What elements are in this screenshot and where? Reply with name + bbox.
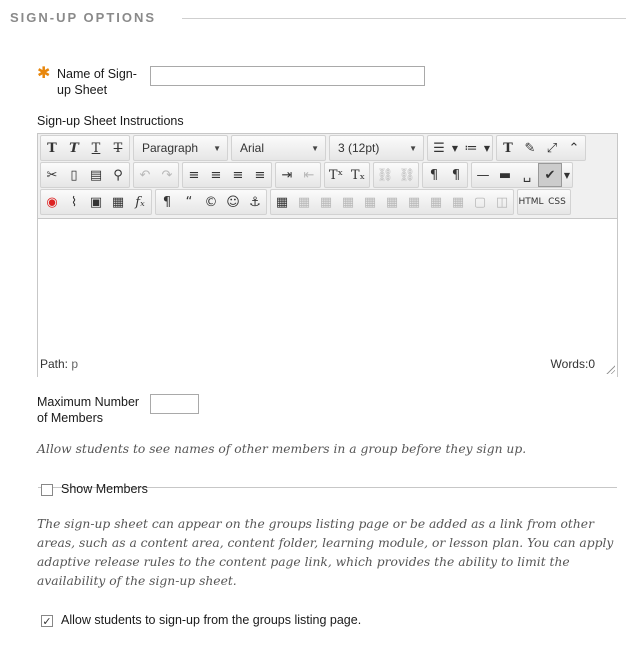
table-row-props-icon[interactable]: ▦: [297, 194, 311, 210]
chevron-down-icon[interactable]: ▼: [451, 143, 459, 153]
chevron-down-icon: ▼: [311, 143, 319, 153]
clipboard-group: [40, 162, 130, 188]
size-select-value: 3 (12pt): [338, 141, 380, 155]
rtl-icon[interactable]: ¶: [451, 167, 461, 183]
strikethrough-button[interactable]: T: [113, 140, 123, 156]
css-icon[interactable]: CSS: [548, 197, 566, 207]
checkmark-icon: ✓: [42, 615, 52, 628]
bold-button[interactable]: T: [47, 140, 57, 156]
horizontal-rule-icon[interactable]: —: [476, 167, 490, 183]
rule-group: [471, 162, 573, 188]
toolbar-row-3: [40, 189, 574, 215]
table-delete-col-icon[interactable]: ▦: [451, 194, 465, 210]
insert-group: [40, 189, 152, 215]
required-icon: ✱: [37, 65, 51, 82]
editor-status-bar: [38, 352, 617, 376]
rich-text-editor: [37, 133, 618, 377]
max-members-label: [37, 394, 139, 426]
table-cell-props-icon[interactable]: ▦: [319, 194, 333, 210]
path-label: Path:: [40, 357, 69, 371]
cut-icon[interactable]: ✂: [46, 167, 58, 183]
chevron-down-icon[interactable]: ▼: [483, 143, 491, 153]
format-select-value: Paragraph: [142, 141, 199, 155]
allow-signup-help: [37, 515, 613, 591]
allow-signup-help-line4: availability of the sign-up sheet.: [37, 574, 237, 588]
align-justify-icon[interactable]: ≡: [254, 167, 266, 183]
section-title: SIGN-UP OPTIONS: [10, 10, 157, 25]
instructions-label: Sign-up Sheet Instructions: [37, 114, 184, 128]
table-split-cells-icon[interactable]: ▢: [473, 194, 487, 210]
unlink-icon[interactable]: ⛓: [398, 167, 416, 183]
toolbar-row-1: [40, 135, 589, 161]
table-insert-col-after-icon[interactable]: ▦: [429, 194, 443, 210]
link-icon[interactable]: ⛓: [376, 167, 394, 183]
table-icon[interactable]: ▦: [275, 194, 289, 210]
image-icon[interactable]: ▣: [89, 194, 103, 210]
allow-signup-checkbox[interactable]: [41, 615, 53, 627]
bullet-list-button[interactable]: ☰: [433, 140, 445, 156]
anchor-icon[interactable]: ⚓: [249, 194, 261, 210]
chevron-down-icon: ▼: [409, 143, 417, 153]
html-icon[interactable]: HTML: [518, 197, 544, 207]
mashup-icon[interactable]: ◉: [46, 194, 58, 210]
indent-icon[interactable]: ⇥: [281, 167, 293, 183]
allow-signup-help-line2: areas, such as a content area, content folder, learning module, or lesson plan. You can apply: [37, 536, 614, 550]
superscript-icon[interactable]: Tˣ: [328, 167, 344, 183]
path-value: p: [71, 357, 79, 371]
size-select[interactable]: [329, 135, 424, 161]
redo-icon[interactable]: ↷: [161, 167, 173, 183]
ltr-icon[interactable]: ¶: [429, 167, 439, 183]
path-indicator: [40, 357, 78, 371]
chevron-down-icon[interactable]: ▼: [563, 170, 571, 180]
subscript-icon[interactable]: Tₓ: [350, 167, 366, 183]
allow-signup-help-line1: The sign-up sheet can appear on the groups listing page or be added as a link from other: [37, 517, 594, 531]
align-center-icon[interactable]: ≡: [210, 167, 222, 183]
nonbreaking-space-icon[interactable]: ␣: [522, 167, 532, 183]
section-divider: [182, 18, 626, 19]
underline-button[interactable]: T: [91, 140, 101, 156]
table-merge-cells-icon[interactable]: ◫: [495, 194, 509, 210]
formula-icon[interactable]: fₓ: [135, 194, 145, 210]
numbered-list-button[interactable]: ≔: [464, 140, 478, 156]
show-members-checkbox[interactable]: [41, 484, 53, 496]
undo-group: [133, 162, 179, 188]
quote-icon[interactable]: “: [185, 194, 193, 210]
media-icon[interactable]: ▦: [111, 194, 125, 210]
allow-signup-label: Allow students to sign-up from the groups listing page.: [61, 613, 362, 627]
max-members-label-line1: Maximum Number: [37, 395, 140, 409]
allow-signup-help-line3: adaptive release rules to the content page link, which provides the ability to limit the: [37, 555, 570, 569]
chevron-down-icon: ▼: [213, 143, 221, 153]
table-insert-col-before-icon[interactable]: ▦: [407, 194, 421, 210]
undo-icon[interactable]: ↶: [139, 167, 151, 183]
code-group: [517, 189, 571, 215]
name-label-line2: up Sheet: [57, 83, 108, 97]
outdent-icon[interactable]: ⇤: [303, 167, 315, 183]
max-members-label-line2: of Members: [37, 411, 103, 425]
paste-icon[interactable]: ▤: [89, 167, 103, 183]
spellcheck-toggle-icon[interactable]: ✔: [538, 163, 562, 187]
align-group: [182, 162, 272, 188]
word-count: Words:0: [550, 357, 595, 371]
font-select-value: Arial: [240, 141, 265, 155]
section-header: [10, 10, 626, 28]
misc-group-1: [496, 135, 586, 161]
copy-icon[interactable]: ▯: [70, 167, 78, 183]
special-group: [155, 189, 267, 215]
text-size-icon[interactable]: T: [503, 140, 513, 156]
attachment-icon[interactable]: ⌇: [70, 194, 78, 210]
list-group: [427, 135, 493, 161]
max-members-field[interactable]: [150, 394, 199, 414]
resize-handle-icon[interactable]: [605, 364, 615, 374]
fullscreen-icon[interactable]: ⤢: [546, 140, 558, 156]
emoticon-icon[interactable]: ☺: [226, 194, 240, 210]
indent-group: [275, 162, 321, 188]
table-insert-row-before-icon[interactable]: ▦: [341, 194, 355, 210]
show-members-help: Allow students to see names of other members in a group before they sign up.: [37, 442, 527, 456]
table-group: [270, 189, 514, 215]
show-members-label: Show Members: [61, 482, 148, 496]
name-field-label: [37, 66, 157, 100]
toolbar-row-2: [40, 162, 576, 188]
copyright-icon[interactable]: ©: [204, 194, 218, 210]
italic-button[interactable]: T: [69, 140, 79, 156]
table-insert-row-after-icon[interactable]: ▦: [363, 194, 377, 210]
format-select[interactable]: [133, 135, 228, 161]
name-field[interactable]: [150, 66, 425, 86]
paragraph-icon[interactable]: ¶: [162, 194, 172, 210]
thick-rule-icon[interactable]: ▬: [498, 167, 512, 183]
align-left-icon[interactable]: ≡: [188, 167, 200, 183]
font-select[interactable]: [231, 135, 326, 161]
align-right-icon[interactable]: ≡: [232, 167, 244, 183]
table-delete-row-icon[interactable]: ▦: [385, 194, 399, 210]
spellcheck-icon[interactable]: ✎: [524, 140, 536, 156]
link-group: [373, 162, 419, 188]
name-label-line1: Name of Sign-: [57, 67, 137, 81]
script-group: [324, 162, 370, 188]
collapse-toolbar-icon[interactable]: ⌃: [568, 140, 580, 156]
direction-group: [422, 162, 468, 188]
find-icon[interactable]: ⚲: [113, 167, 123, 183]
text-style-group: [40, 135, 130, 161]
